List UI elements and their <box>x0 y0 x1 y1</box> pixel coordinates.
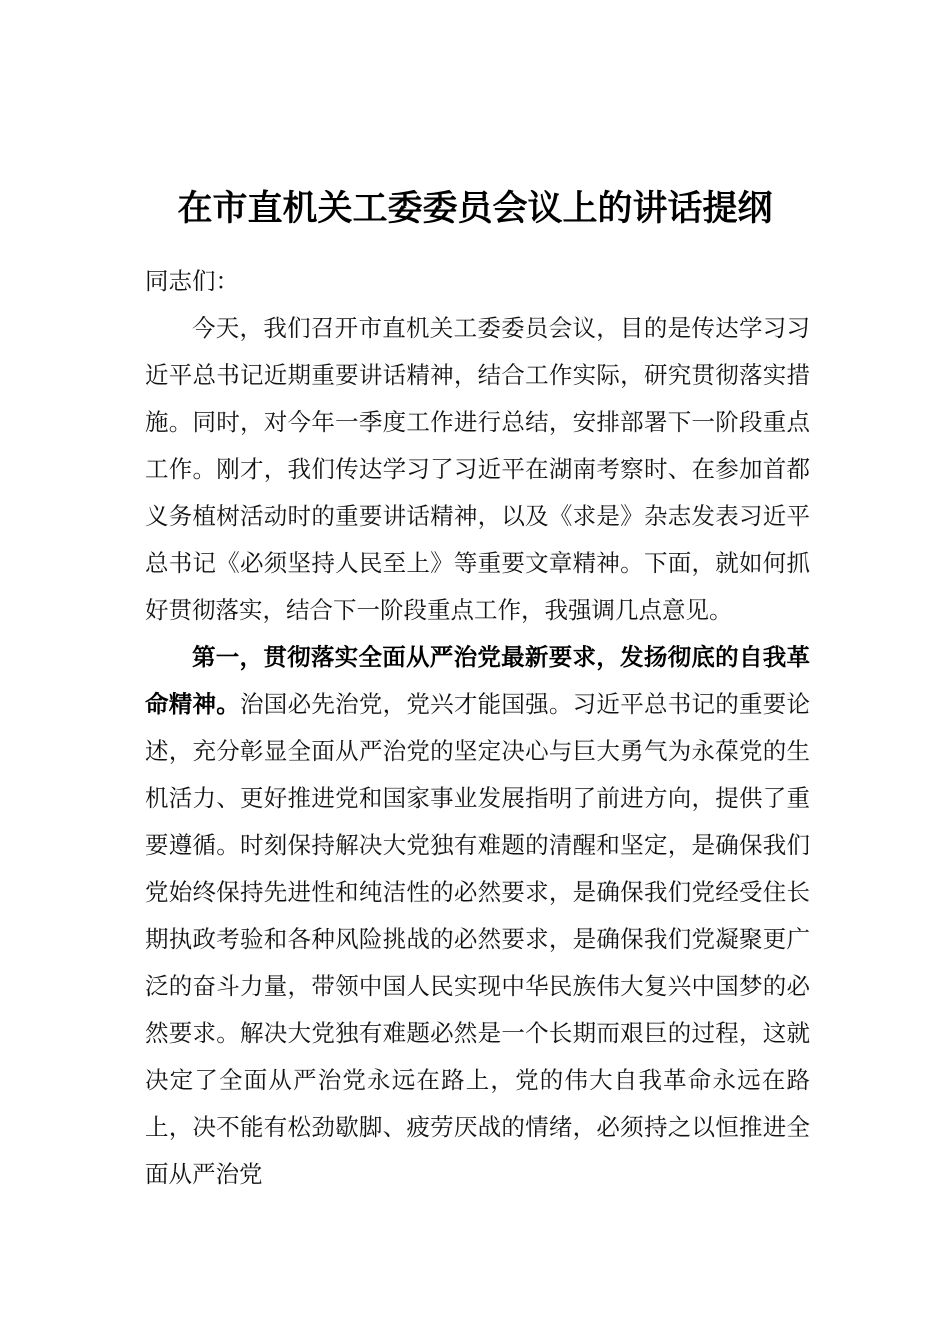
paragraph-intro-text: 今天，我们召开市直机关工委委员会议，目的是传达学习习近平总书记近期重要讲话精神，结合工作实际，研究贯彻落实措施。同时，对今年一季度工作进行总结，安排部署下一阶段重点工作。刚才，我们传达学习了习近平在湖南考察时、在参加首都义务植树活动时的重要讲话精神，以及《求是》杂志发表习近平总书记《必须坚持人民至上》等重要文章精神。下面，就如何抓好贯彻落实，结合下一阶段重点工作，我强调几点意见。 <box>145 314 810 624</box>
paragraph-first-point-text: 治国必先治党，党兴才能国强。习近平总书记的重要论述，充分彰显全面从严治党的坚定决心与巨大勇气为永葆党的生机活力、更好推进党和国家事业发展指明了前进方向，提供了重要遵循。时刻保持解决大党独有难题的清醒和坚定，是确保我们党始终保持先进性和纯洁性的必然要求，是确保我们党经受住长期执政考验和各种风险挑战的必然要求，是确保我们党凝聚更广泛的奋斗力量，带领中国人民实现中华民族伟大复兴中国梦的必然要求。解决大党独有难题必然是一个长期而艰巨的过程，这就决定了全面从严治党永远在路上，党的伟大自我革命永远在路上，决不能有松劲歇脚、疲劳厌战的情绪，必须持之以恒推进全面从严治党 <box>145 690 811 1188</box>
document-body <box>145 258 810 1198</box>
paragraph-intro <box>145 305 810 634</box>
paragraph-first-point-heading: 第一，贯彻落实全面从严治党最新要求，发扬彻底的自我革命精神。 <box>145 643 810 718</box>
document-title: 在市直机关工委委员会议上的讲话提纲 <box>177 188 773 230</box>
paragraph-first-point <box>145 634 810 1198</box>
greeting: 同志们： <box>145 267 239 295</box>
